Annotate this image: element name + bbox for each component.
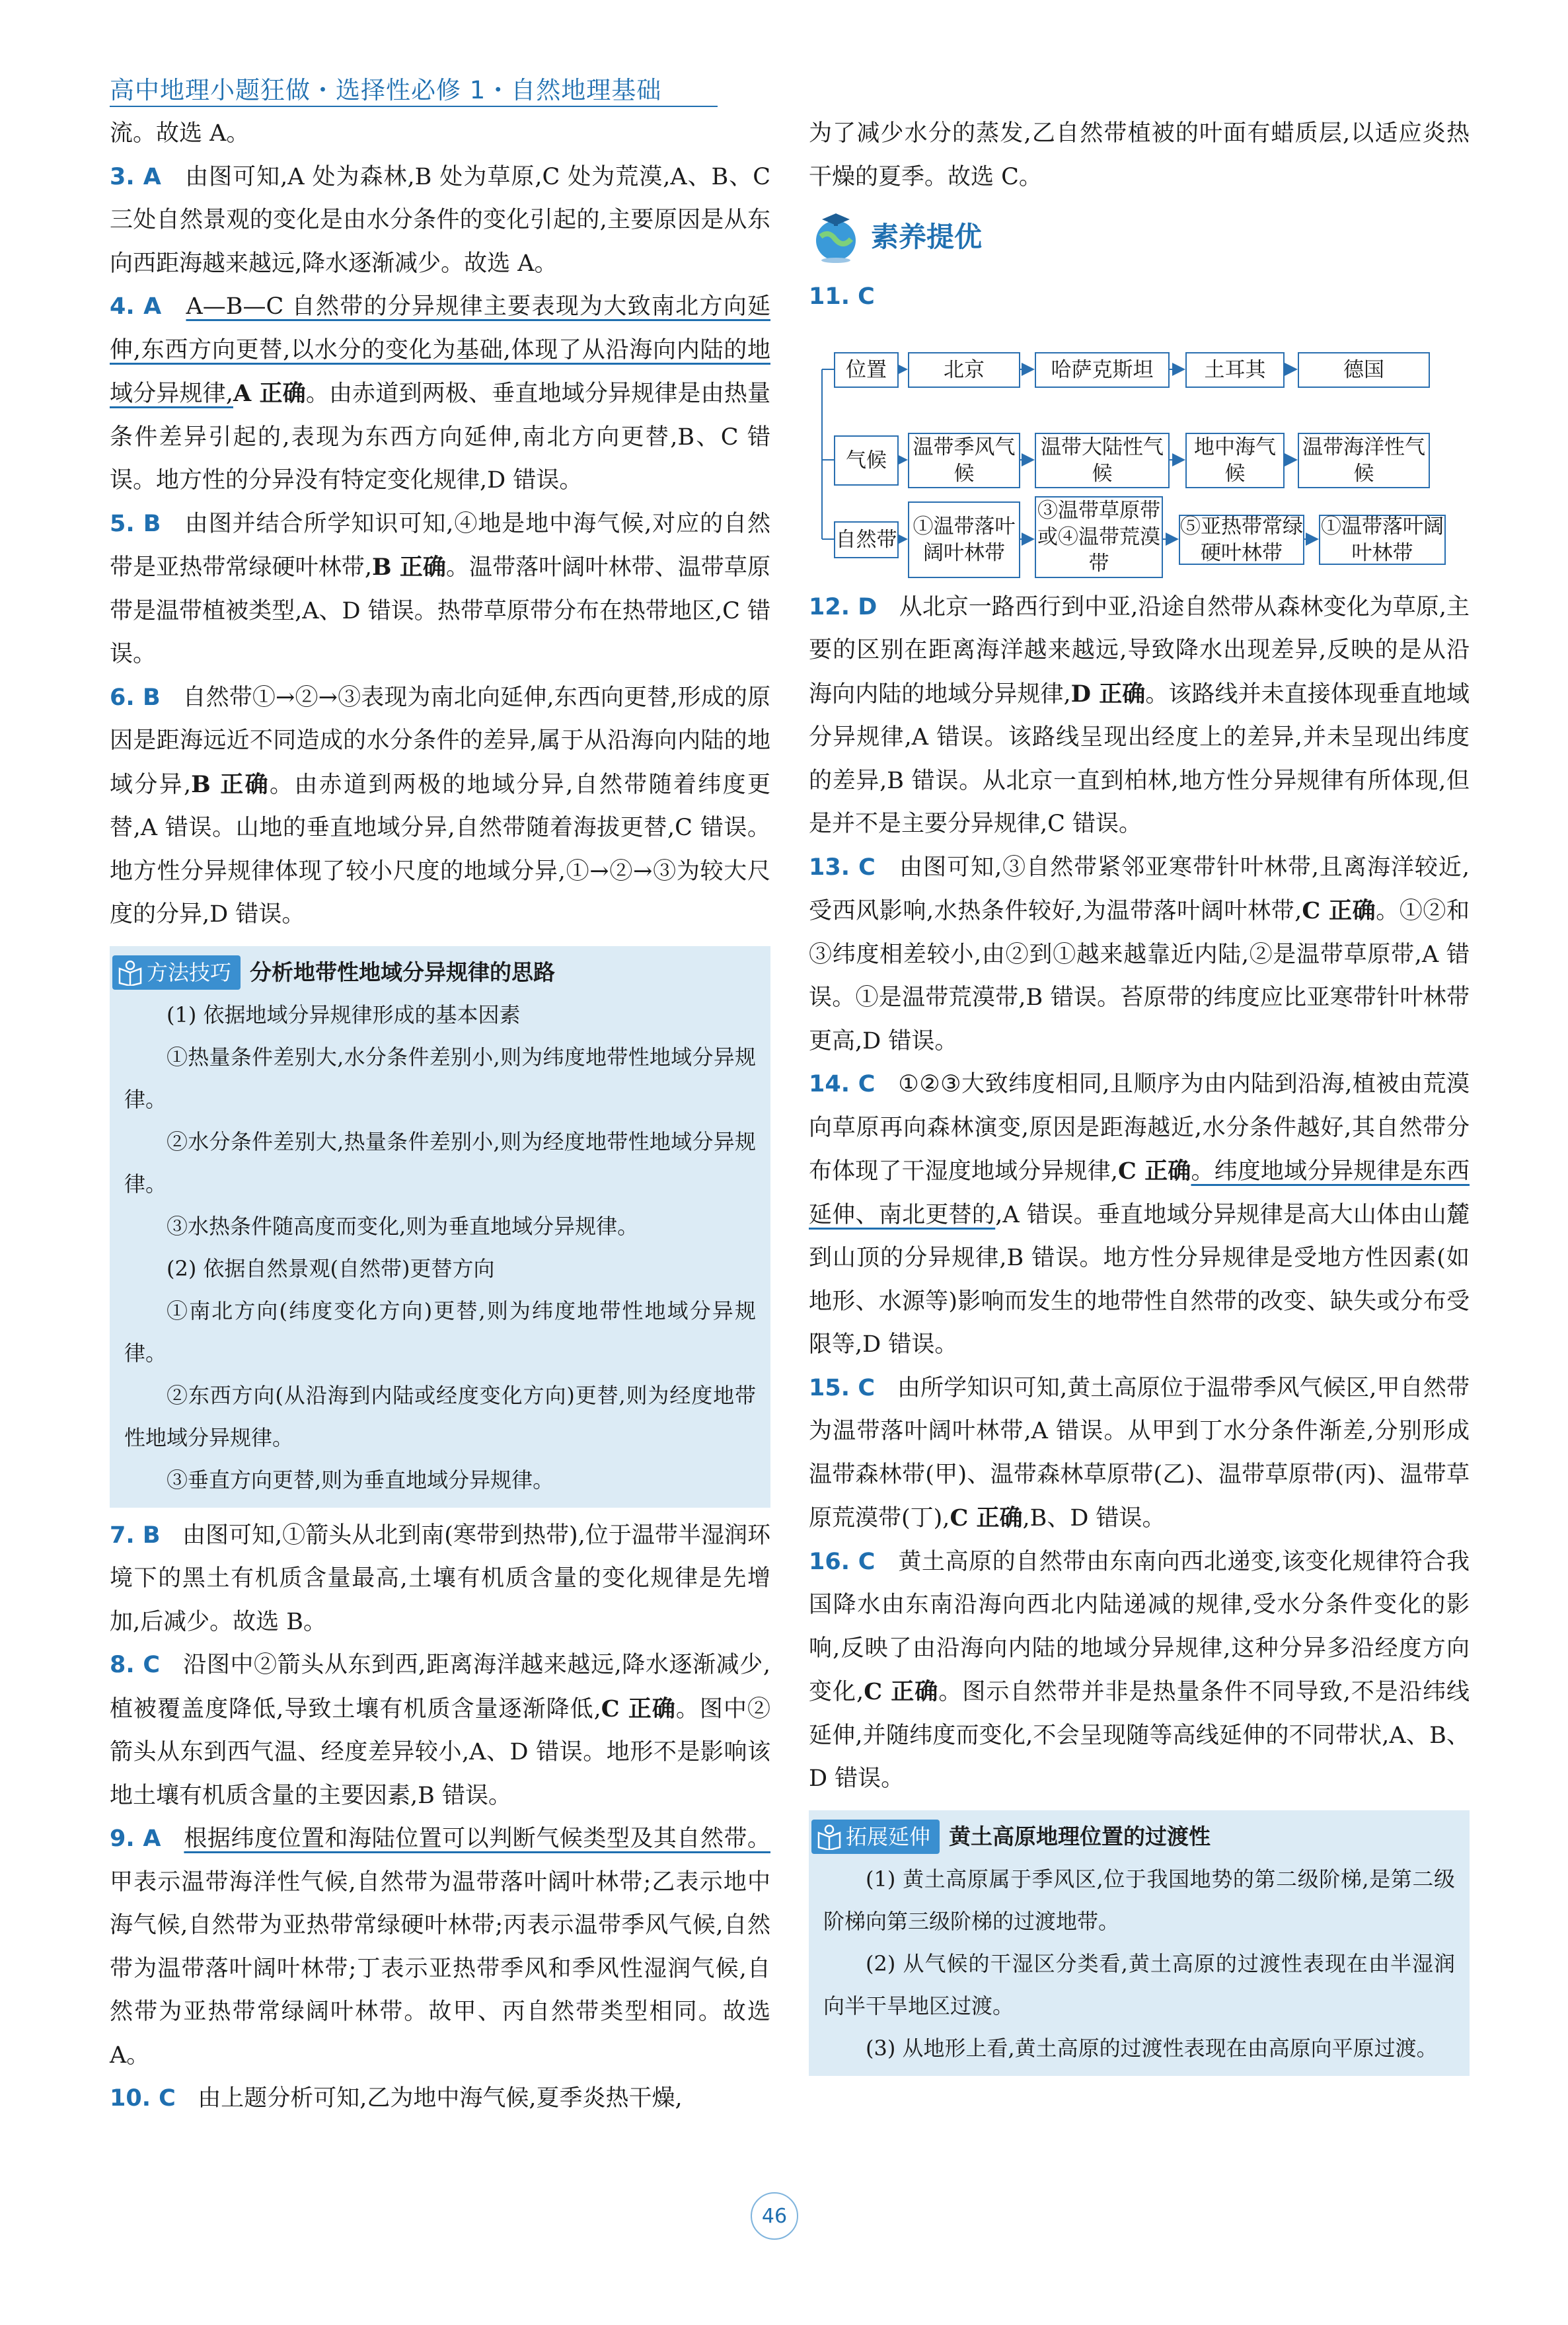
diagram-position-box: 德国 xyxy=(1298,352,1430,388)
answer-number: 11. C xyxy=(809,283,875,310)
underlined-text: A—B—C 自然带的分异规律主要表现为大致南北方向延伸,东西方向更替,以水分的变化为基础,体现了从沿海向内陆的地域分异规律, xyxy=(110,293,771,407)
extension-title: 黄土高原地理位置的过渡性 xyxy=(949,1823,1211,1849)
answer-9 xyxy=(110,1818,770,2077)
method-line: ③垂直方向更替,则为垂直地域分异规律。 xyxy=(167,1467,554,1493)
answer-number: 13. C xyxy=(809,854,876,881)
bold-answer: D 正确 xyxy=(1070,680,1146,708)
answer-6 xyxy=(110,677,770,937)
answer-number: 8. C xyxy=(110,1652,161,1678)
answer-text: 从北京一路西行到中亚,沿途自然带从森林变化为草原,主要的区别在距离海洋越来越远,导致降水出现差异,反映的是从沿海向内陆的地域分异规律, xyxy=(809,593,1470,708)
method-tips-title-row xyxy=(112,951,756,994)
diagram-row-label: 位置 xyxy=(834,352,899,388)
diagram-row-label: 自然带 xyxy=(834,521,899,558)
bold-answer: A 正确 xyxy=(233,380,306,407)
answer-text: 由上题分析可知,乙为地中海气候,夏季炎热干燥, xyxy=(198,2085,683,2112)
answer-10 xyxy=(110,2077,770,2121)
extension-box xyxy=(809,1810,1470,2076)
left-column xyxy=(110,112,770,2121)
method-line: ②水分条件差别大,热量条件差别小,则为经度地带性地域分异规律。 xyxy=(124,1128,756,1197)
bold-answer: C 正确 xyxy=(950,1504,1023,1532)
answer-text: 由图可知,A 处为森林,B 处为草原,C 处为荒漠,A、B、C 三处自然景观的变化是由水分条件的变化引起的,主要原因是从东向西距海越来越远,降水逐渐减少。故选 A。 xyxy=(110,163,770,277)
method-line: (1) 依据地域分异规律形成的基本因素 xyxy=(167,1002,521,1027)
answer-12 xyxy=(809,586,1470,846)
diagram-climate-box: 地中海气候 xyxy=(1185,433,1285,488)
diagram-zone-box: ③温带草原带或④温带荒漠带 xyxy=(1035,496,1163,578)
answer-text: 由图可知,①箭头从北到南(寒带到热带),位于温带半湿润环境下的黑土有机质含量最高,土壤有机质含量的变化规律是先增加,后减少。故选 B。 xyxy=(110,1522,770,1635)
method-line: ①热量条件差别大,水分条件差别小,则为纬度地带性地域分异规律。 xyxy=(124,1044,756,1112)
answer-number: 7. B xyxy=(110,1522,161,1549)
answer-7 xyxy=(110,1514,770,1644)
answer-text: 。由赤道到两极、垂直地域分异规律是由热量条件差异引起的,表现为东西方向延伸,南北方向更替,B、C 错误。地方性的分异没有特定变化规律,D 错误。 xyxy=(110,381,770,494)
diagram-zone-box: ⑤亚热带常绿硬叶林带 xyxy=(1180,514,1303,565)
answer-text: 。由赤道到两极的地域分异,自然带随着纬度更替,A 错误。山地的垂直地域分异,自然带随着海拔更替,C 错误。地方性分异规律体现了较小尺度的地域分异,①→②→③为较大尺度的分异,D 错误。 xyxy=(110,771,770,928)
answer-text: 由所学知识可知,黄土高原位于温带季风气候区,甲自然带为温带落叶阔叶林带,A 错误。从甲到丁水分条件渐差,分别形成温带森林带(甲)、温带森林草原带(乙)、温带草原带(丙)、温带草原荒漠带(丁), xyxy=(809,1374,1470,1532)
answer-text: 。温带落叶阔叶林带、温带草原带是温带植被类型,A、D 错误。热带草原带分布在热带地区,C 错误。 xyxy=(110,554,770,667)
extension-title-row xyxy=(811,1816,1455,1858)
answer-8 xyxy=(110,1644,770,1818)
diagram-zone-box: ①温带落叶阔叶林带 xyxy=(908,501,1020,578)
underlined-text: 根据纬度位置和海陆位置可以判断气候类型及其自然带。 xyxy=(184,1826,770,1852)
diagram-position-box: 北京 xyxy=(908,352,1020,388)
method-line: ①南北方向(纬度变化方向)更替,则为纬度地带性地域分异规律。 xyxy=(124,1298,756,1366)
answer-number: 12. D xyxy=(809,593,877,620)
extension-line: (2) 从气候的干湿区分类看,黄土高原的过渡性表现在由半湿润向半干旱地区过渡。 xyxy=(823,1950,1455,2018)
answer-13 xyxy=(809,846,1470,1064)
answer-5 xyxy=(110,503,770,677)
method-tips-title: 分析地带性地域分异规律的思路 xyxy=(250,959,556,985)
answer-4 xyxy=(110,285,770,503)
bold-answer: C 正确 xyxy=(1117,1158,1191,1185)
badge-label: 方法技巧 xyxy=(147,959,232,985)
section-title: 素养提优 xyxy=(871,221,983,254)
answer-number: 9. A xyxy=(110,1826,161,1852)
answer-text: 由图可知,③自然带紧邻亚寒带针叶林带,且离海洋较近,受西风影响,水热条件较好,为温带落叶阔叶林带, xyxy=(809,854,1470,924)
diagram-zone-box: ①温带落叶阔叶林带 xyxy=(1319,515,1446,565)
answer-number: 10. C xyxy=(110,2085,176,2112)
page-number: 46 xyxy=(751,2192,798,2240)
answer-text: ,B、D 错误。 xyxy=(1022,1505,1166,1532)
answer-15 xyxy=(809,1367,1470,1541)
header-divider xyxy=(110,106,718,107)
answer-number: 16. C xyxy=(809,1548,876,1575)
answer-text: 甲表示温带海洋性气候,自然带为温带落叶阔叶林带;乙表示地中海气候,自然带为亚热带常绿硬叶林带;丙表示温带季风气候,自然带为温带落叶阔叶林带;丁表示亚热带季风和季风性湿润气候,自然带为亚热带常绿阔叶林带。故甲、丙自然带类型相同。故选 A。 xyxy=(110,1868,770,2069)
answer-16 xyxy=(809,1541,1470,1801)
answer-number: 14. C xyxy=(809,1071,876,1097)
right-column xyxy=(809,112,1470,2083)
answer-11-flow-diagram xyxy=(809,324,1470,575)
book-pin-icon xyxy=(118,959,143,986)
answer-11 xyxy=(809,276,1470,319)
bold-answer: B 正确 xyxy=(191,770,270,798)
answer-text: 自然带①→②→③表现为南北向延伸,东西向更替,形成的原因是距海远近不同造成的水分条件的差异,属于从沿海向内陆的地域分异, xyxy=(110,684,770,798)
bold-answer: B 正确 xyxy=(371,554,446,581)
continuation-text: 流。故选 A。 xyxy=(110,120,250,147)
method-tips-badge xyxy=(112,955,241,990)
answer-text: 。①②和③纬度相差较小,由②到①越来越靠近内陆,②是温带草原带,A 错误。①是温带荒漠带,B 错误。苔原带的纬度应比亚寒带针叶林带更高,D 错误。 xyxy=(809,898,1470,1054)
method-line: (2) 依据自然景观(自然带)更替方向 xyxy=(167,1255,495,1281)
answer-text: 。图中②箭头从东到西气温、经度差异较小,A、D 错误。地形不是影响该地土壤有机质含量的主要因素,B 错误。 xyxy=(110,1695,770,1809)
book-pin-icon xyxy=(817,1824,842,1850)
diagram-climate-box: 温带季风气候 xyxy=(908,433,1020,488)
extension-line: (3) 从地形上看,黄土高原的过渡性表现在由高原向平原过渡。 xyxy=(866,2035,1438,2061)
underlined-text: 。纬度地域分异规律是东西延伸、南北更替的 xyxy=(809,1158,1470,1228)
answer-text: 。该路线并未直接体现垂直地域分异规律,A 错误。该路线呈现出经度上的差异,并未呈现出纬度的差异,B 错误。从北京一直到柏林,地方性分异规律有所体现,但是并不是主要分异规律,C 错误。 xyxy=(809,681,1470,837)
running-header: 高中地理小题狂做・选择性必修 1・自然地理基础 xyxy=(110,76,662,104)
method-tips-box xyxy=(110,946,770,1508)
section-ribbon xyxy=(809,204,1470,270)
answer-3 xyxy=(110,156,770,286)
extension-badge xyxy=(811,1820,940,1854)
diagram-climate-box: 温带海洋性气候 xyxy=(1298,433,1430,488)
answer-text: ,A 错误。垂直地域分异规律是高大山体由山麓到山顶的分异规律,B 错误。地方性分异规律是受地方性因素(如地形、水源等)影响而发生的地带性自然带的改变、缺失或分布受限等,D 错误。 xyxy=(809,1201,1470,1358)
bold-answer: C 正确 xyxy=(864,1678,939,1705)
method-line: ③水热条件随高度而变化,则为垂直地域分异规律。 xyxy=(167,1213,639,1239)
answer-number: 6. B xyxy=(110,684,161,711)
diagram-climate-box: 温带大陆性气候 xyxy=(1035,433,1170,488)
diagram-position-box: 土耳其 xyxy=(1185,352,1285,388)
extension-line: (1) 黄土高原属于季风区,位于我国地势的第二级阶梯,是第二级阶梯向第三级阶梯的过渡地带。 xyxy=(823,1866,1455,1934)
method-line: ②东西方向(从沿海到内陆或经度变化方向)更替,则为经度地带性地域分异规律。 xyxy=(124,1382,756,1450)
diagram-position-box: 哈萨克斯坦 xyxy=(1035,352,1170,388)
answer-number: 4. A xyxy=(110,293,162,320)
answer-text: 。图示自然带并非是热量条件不同导致,不是沿纬线延伸,并随纬度而变化,不会呈现随等高线延伸的不同带状,A、B、D 错误。 xyxy=(809,1679,1470,1792)
bold-answer: C 正确 xyxy=(1302,897,1376,924)
answer-text: 沿图中②箭头从东到西,距离海洋越来越远,降水逐渐减少,植被覆盖度降低,导致土壤有机质含量逐渐降低, xyxy=(110,1652,770,1722)
answer-14 xyxy=(809,1063,1470,1367)
answer-text: 由图并结合所学知识可知,④地是地中海气候,对应的自然带是亚热带常绿硬叶林带, xyxy=(110,510,770,581)
answer-text: 黄土高原的自然带由东南向西北递变,该变化规律符合我国降水由东南沿海向西北内陆递减的规律,受水分条件变化的影响,反映了由沿海向内陆的地域分异规律,这种分异多沿经度方向变化, xyxy=(809,1548,1470,1705)
bold-answer: C 正确 xyxy=(601,1695,676,1722)
answer-number: 3. A xyxy=(110,163,161,190)
diagram-row-label: 气候 xyxy=(834,435,899,486)
answer-text: ①②③大致纬度相同,且顺序为由内陆到沿海,植被由荒漠向草原再向森林演变,原因是距海越近,水分条件越好,其自然带分布体现了干湿度地域分异规律, xyxy=(809,1071,1470,1185)
answer-number: 15. C xyxy=(809,1374,876,1401)
badge-label: 拓展延伸 xyxy=(846,1824,931,1849)
answer-number: 5. B xyxy=(110,510,161,537)
continuation-text: 为了减少水分的蒸发,乙自然带植被的叶面有蜡质层,以适应炎热干燥的夏季。故选 C。 xyxy=(809,120,1470,190)
graduation-globe-icon xyxy=(809,210,863,264)
